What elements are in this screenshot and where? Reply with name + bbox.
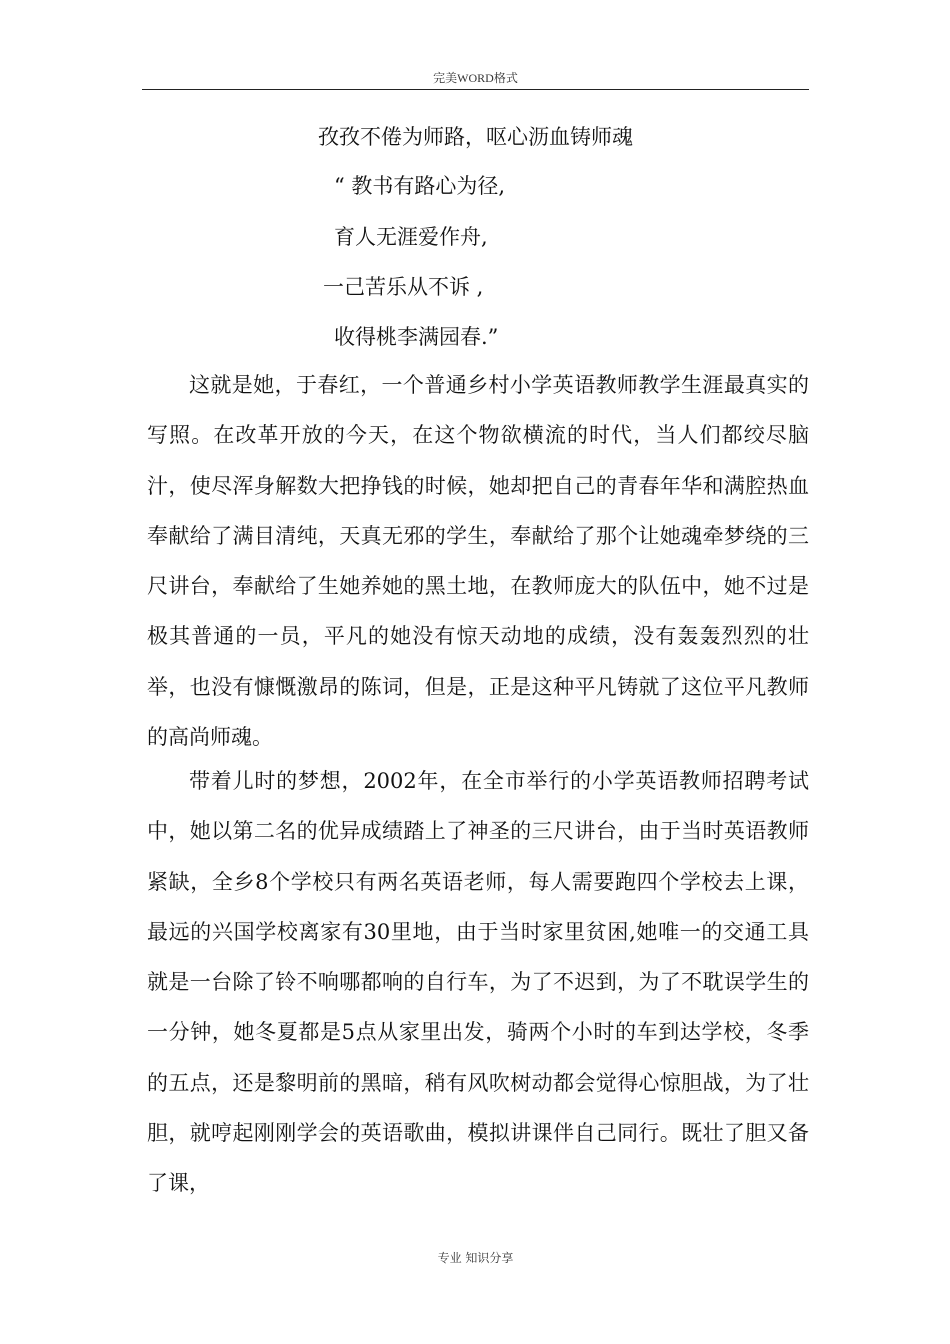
page-header: 完美WORD格式 xyxy=(433,71,518,85)
body-paragraph-1: 这就是她，于春红，一个普通乡村小学英语教师教学生涯最真实的写照。在改革开放的今天，在这个物欲横流的时代，当人们都绞尽脑汁，使尽浑身解数大把挣钱的时候，她却把自己的青春年华和满腔热血奉献给了满目清纯，天真无邪的学生，奉献给了那个让她魂牵梦绕的三尺讲台，奉献给了生她养她的黑土地，在教师庞大的队伍中，她不过是极其普通的一员，平凡的她没有惊天动地的成绩，没有轰轰烈烈的壮举，也没有慷慨激昂的陈词，但是，正是这种平凡铸就了这位平凡教师的高尚师魂。 xyxy=(147,373,809,750)
poem-line-3: 一己苦乐从不诉 , xyxy=(323,275,484,299)
page-footer: 专业 知识分享 xyxy=(437,1251,514,1265)
header-divider xyxy=(142,89,809,90)
body-paragraph-2: 带着儿时的梦想，2002年，在全市举行的小学英语教师招聘考试中，她以第二名的优异成绩踏上了神圣的三尺讲台，由于当时英语教师紧缺，全乡8个学校只有两名英语老师，每人需要跑四个学校去上课，最远的兴国学校离家有30里地，由于当时家里贫困,她唯一的交通工具就是一台除了铃不响哪都响的自行车，为了不迟到，为了不耽误学生的一分钟，她冬夏都是5点从家里出发，骑两个小时的车到达学校，冬季的五点，还是黎明前的黑暗，稍有风吹树动都会觉得心惊胆战，为了壮胆，就哼起刚刚学会的英语歌曲，模拟讲课伴自己同行。既壮了胆又备了课， xyxy=(147,769,809,1196)
poem-line-2: 育人无涯爱作舟, xyxy=(334,225,488,249)
poem-line-1: “ 教书有路心为径, xyxy=(334,174,506,198)
article-title: 孜孜不倦为师路，呕心沥血铸师魂 xyxy=(318,125,633,149)
poem-line-4: 收得桃李满园春.” xyxy=(334,325,499,349)
